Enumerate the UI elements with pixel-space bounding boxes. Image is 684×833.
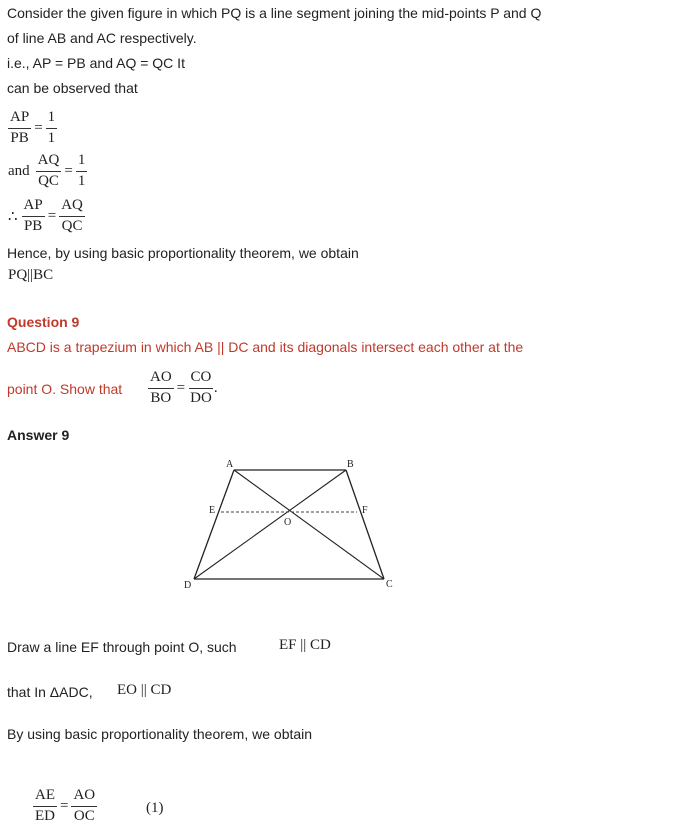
step1-text: Draw a line EF through point O, such	[7, 639, 237, 655]
denominator: ED	[35, 807, 55, 824]
label-e: E	[209, 505, 216, 516]
label-f: F	[362, 505, 368, 516]
period: .	[213, 379, 218, 396]
fraction	[59, 198, 85, 235]
label-d: D	[184, 580, 192, 591]
numerator: AO	[148, 370, 174, 389]
fraction	[76, 153, 88, 190]
ratio-ap-pb	[8, 110, 57, 147]
denominator: 1	[47, 129, 56, 146]
numerator: AE	[33, 788, 57, 807]
fraction	[71, 788, 97, 825]
step1-math: EF || CD	[279, 637, 331, 653]
equals-sign: =	[176, 379, 186, 396]
equals-sign: =	[34, 119, 43, 136]
numerator: AP	[22, 198, 45, 217]
label-o: O	[284, 517, 292, 528]
question-equation	[148, 370, 218, 407]
question-line-1: ABCD is a trapezium in which AB || DC and its diagonals intersect each other at the	[7, 339, 524, 355]
numerator: AO	[71, 788, 97, 807]
ratio-aq-qc	[8, 153, 87, 190]
question-line-2: point O. Show that	[7, 381, 123, 397]
intro-line-2: of line AB and AC respectively.	[7, 30, 197, 46]
numerator: 1	[46, 110, 58, 129]
side-bc	[346, 470, 384, 579]
denominator: 1	[77, 172, 86, 189]
equals-sign: =	[60, 797, 69, 814]
denominator: PB	[10, 129, 29, 146]
label-a: A	[226, 459, 234, 470]
therefore-symbol: ∴	[8, 208, 18, 225]
side-ad	[194, 470, 234, 579]
answer-title: Answer 9	[7, 427, 70, 443]
fraction	[36, 153, 62, 190]
step3-text: By using basic proportionality theorem, we obtain	[7, 726, 313, 742]
fraction	[33, 788, 57, 825]
conclusion-result: PQ||BC	[8, 267, 54, 283]
step2-math: EO || CD	[117, 682, 172, 698]
equals-sign: =	[47, 207, 57, 224]
equation-tag: (1)	[146, 800, 164, 816]
and-word: and	[8, 162, 30, 179]
intro-line-1: Consider the given figure in which PQ is a line segment joining the mid-points P and Q	[7, 5, 542, 21]
diagonal-bd	[194, 470, 346, 579]
label-b: B	[347, 459, 354, 470]
numerator: AP	[8, 110, 31, 129]
conclusion-text: Hence, by using basic proportionality theorem, we obtain	[7, 245, 359, 261]
numerator: 1	[76, 153, 88, 172]
fraction	[188, 370, 214, 407]
denominator: DO	[190, 389, 212, 406]
step2-text: that In ΔADC,	[7, 684, 93, 700]
trapezium-figure	[176, 455, 406, 595]
denominator: PB	[23, 217, 43, 234]
numerator: AQ	[59, 198, 85, 217]
fraction	[8, 110, 31, 147]
numerator: CO	[189, 370, 214, 389]
equals-sign: =	[64, 162, 73, 179]
final-equation	[33, 788, 97, 825]
question-title: Question 9	[7, 314, 80, 330]
denominator: QC	[38, 172, 59, 189]
denominator: QC	[61, 217, 83, 234]
ratio-therefore	[8, 198, 85, 235]
fraction	[148, 370, 174, 407]
denominator: OC	[73, 807, 95, 824]
fraction	[22, 198, 45, 235]
diagonal-ac	[234, 470, 384, 579]
intro-line-4: can be observed that	[7, 80, 138, 96]
label-c: C	[386, 579, 393, 590]
intro-line-3: i.e., AP = PB and AQ = QC It	[7, 55, 185, 71]
numerator: AQ	[36, 153, 62, 172]
fraction	[46, 110, 58, 147]
denominator: BO	[150, 389, 172, 406]
